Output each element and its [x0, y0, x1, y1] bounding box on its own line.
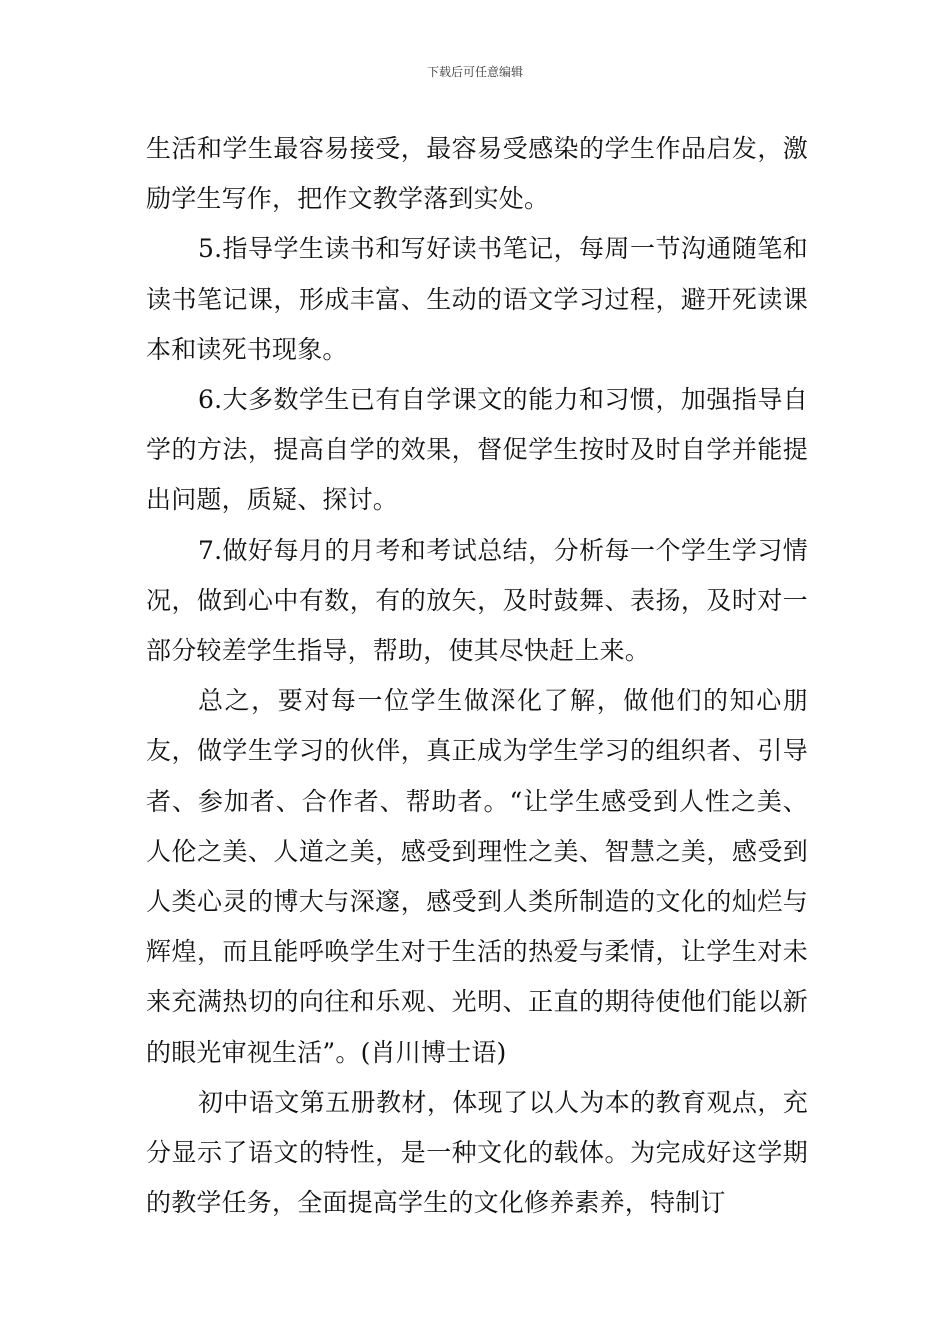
- paragraph-item-6: 6.大多数学生已有自学课文的能力和习惯，加强指导自学的方法，提高自学的效果，督促学生按时及时自学并能提出问题，质疑、探讨。: [146, 385, 808, 515]
- page-header: 下载后可任意编辑: [426, 65, 523, 79]
- paragraph-continuation: 生活和学生最容易接受，最容易受感染的学生作品启发，激励学生写作，把作文教学落到实处。: [146, 134, 808, 214]
- document-body: [146, 124, 808, 1228]
- paragraph-item-7: 7.做好每月的月考和考试总结，分析每一个学生学习情况，做到心中有数，有的放矢，及时鼓舞、表扬，及时对一部分较差学生指导，帮助，使其尽快赶上来。: [146, 535, 808, 666]
- paragraph-summary: 总之，要对每一位学生做深化了解，做他们的知心朋友，做学生学习的伙伴，真正成为学生学习的组织者、引导者、参加者、合作者、帮助者。“让学生感受到人性之美、人伦之美、人道之美，感受到理性之美、智慧之美，感受到人类心灵的博大与深邃，感受到人类所制造的文化的灿烂与辉煌，而且能呼唤学生对于生活的热爱与柔情，让学生对未来充满热切的向往和乐观、光明、正直的期待使他们能以新的眼光审视生活”。(肖川博士语): [146, 686, 808, 1067]
- paragraph-textbook-intro: 初中语文第五册教材，体现了以人为本的教育观点，充分显示了语文的特性，是一种文化的载体。为完成好这学期的教学任务，全面提高学生的文化修养素养，特制订: [146, 1087, 808, 1218]
- paragraph-item-5: 5.指导学生读书和写好读书笔记，每周一节沟通随笔和读书笔记课，形成丰富、生动的语文学习过程，避开死读课本和读死书现象。: [146, 234, 808, 364]
